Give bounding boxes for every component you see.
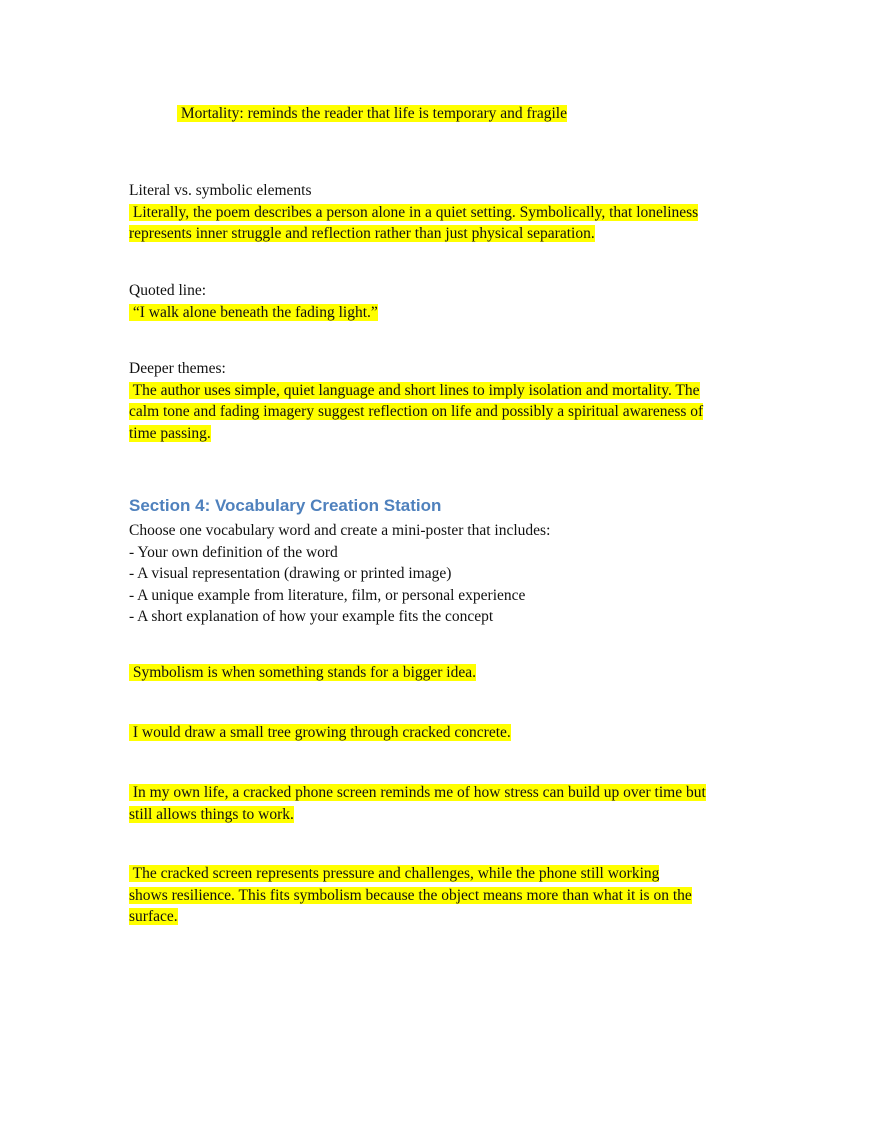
quoted-line-block [129,280,378,323]
highlighted-text: Mortality: reminds the reader that life is temporary and fragile [177,105,567,122]
answer-line: surface. [129,908,178,925]
answer-line: The cracked screen represents pressure and challenges, while the phone still working [129,865,660,882]
mortality-answer [177,103,567,125]
answer-line: “I walk alone beneath the fading light.” [129,303,378,321]
example-answer [129,782,706,825]
bullet-item: - A short explanation of how your example fits the concept [129,608,494,625]
instructions-intro: Choose one vocabulary word and create a mini-poster that includes: [129,522,551,539]
deeper-themes-block [129,358,703,444]
visual-answer [129,722,511,744]
answer-line: The author uses simple, quiet language and short lines to imply isolation and mortality. The [129,381,700,399]
answer-line: still allows things to work. [129,805,294,823]
section-instructions [129,520,550,628]
answer-line: In my own life, a cracked phone screen reminds me of how stress can build up over time but [129,784,706,801]
literal-symbolic-block [129,180,698,245]
bullet-item: - Your own definition of the word [129,543,338,561]
bullet-item: - A unique example from literature, film, or personal experience [129,586,526,604]
question-label: Literal vs. symbolic elements [129,182,312,199]
answer-line: Literally, the poem describes a person alone in a quiet setting. Symbolically, that loneliness [129,203,699,221]
answer-line: time passing. [129,424,211,442]
section-heading: Section 4: Vocabulary Creation Station [129,496,442,515]
answer-line: shows resilience. This fits symbolism because the object means more than what it is on the [129,886,692,904]
answer-line: I would draw a small tree growing through cracked concrete. [129,724,511,741]
definition-answer [129,662,476,684]
question-label: Deeper themes: [129,360,226,377]
bullet-item: - A visual representation (drawing or printed image) [129,565,452,582]
answer-line: represents inner struggle and reflection rather than just physical separation. [129,225,595,242]
question-label: Quoted line: [129,282,207,299]
explanation-answer [129,863,692,928]
answer-line: calm tone and fading imagery suggest reflection on life and possibly a spiritual awareness of [129,403,704,420]
answer-line: Symbolism is when something stands for a bigger idea. [129,664,476,681]
